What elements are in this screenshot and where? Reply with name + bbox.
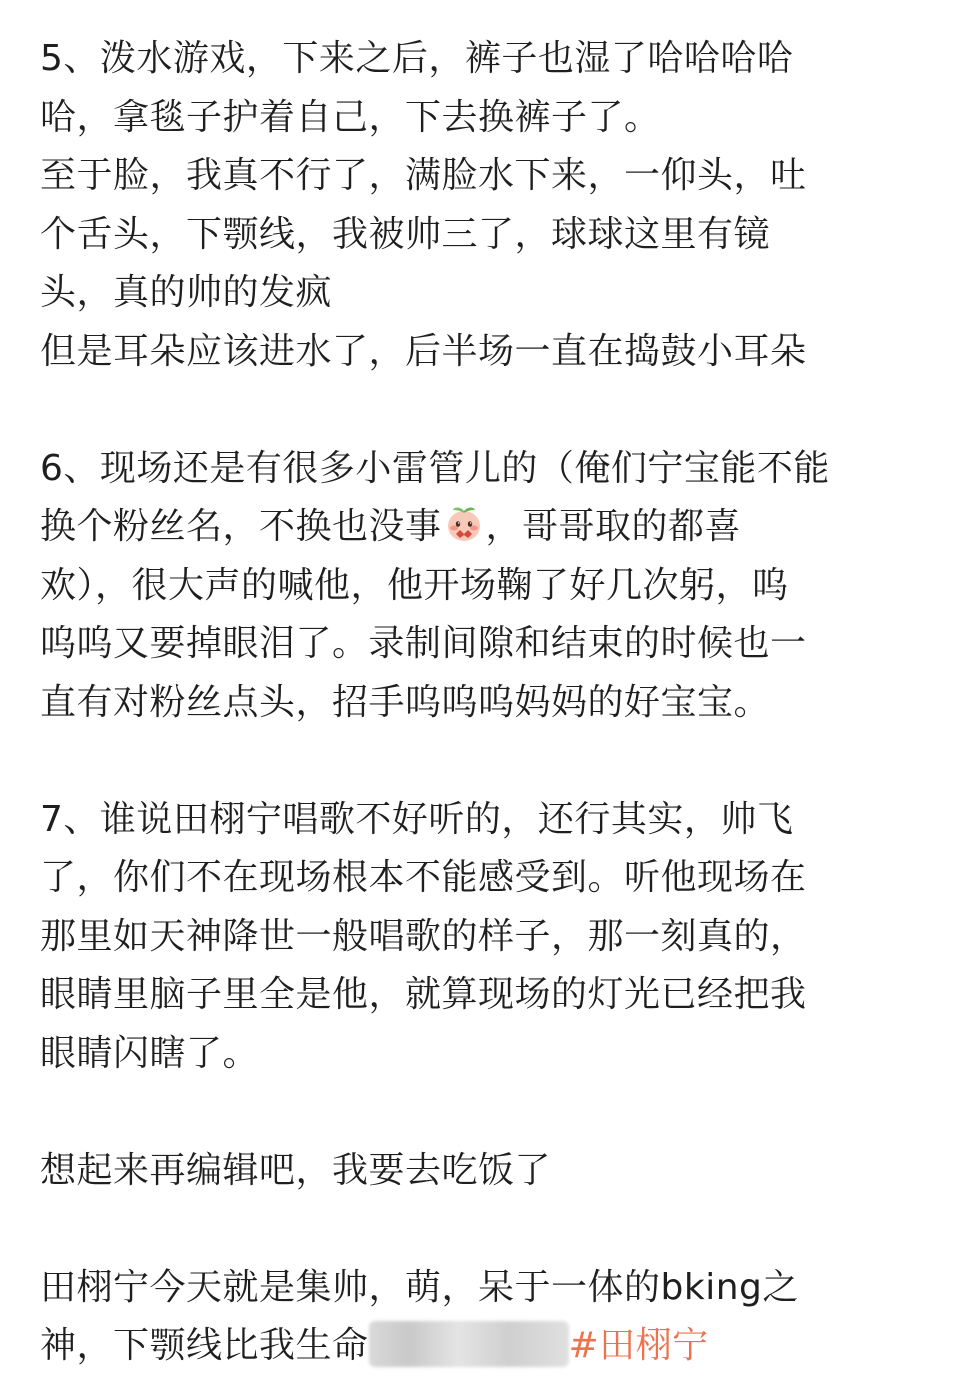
text-line: 眼睛闪瞎了。 xyxy=(40,1032,260,1074)
paragraph-5 xyxy=(40,30,920,381)
text-line: 眼睛里脑子里全是他，就算现场的灯光已经把我 xyxy=(40,974,807,1015)
text-line: 了，你们不在现场根本不能感受到。听他现场在 xyxy=(40,857,807,898)
text-segment: 换个粉丝名，不换也没事 xyxy=(40,506,442,547)
text-line-with-emoji xyxy=(40,498,920,557)
blurred-text-overlay xyxy=(369,1321,569,1367)
text-line: 呜呜又要掉眼泪了。录制间隙和结束的时候也一 xyxy=(40,623,807,664)
text-line: 个舌头，下颚线，我被帅三了，球球这里有镜 xyxy=(40,213,771,255)
text-line: 哈，拿毯子护着自己，下去换裤子了。 xyxy=(40,96,661,138)
pleading-peach-emoji-icon xyxy=(444,504,484,544)
paragraph-final xyxy=(40,1259,920,1376)
text-line: 头，真的帅的发疯 xyxy=(40,272,333,313)
text-line: 7、谁说田栩宁唱歌不好听的，还行其实，帅飞 xyxy=(40,798,794,840)
text-line-with-hashtag xyxy=(40,1317,920,1376)
paragraph-7 xyxy=(40,791,920,1084)
text-line: 5、泼水游戏，下来之后，裤子也湿了哈哈哈哈 xyxy=(40,38,794,79)
hashtag-link[interactable]: #田栩宁 xyxy=(568,1325,709,1366)
text-line: 想起来再编辑吧，我要去吃饭了 xyxy=(40,1149,552,1191)
text-line: 田栩宁今天就是集帅，萌，呆于一体的bking之 xyxy=(40,1266,799,1308)
text-segment: 神，下颚线比我生命 xyxy=(40,1325,369,1366)
paragraph-closing xyxy=(40,1142,920,1201)
paragraph-6 xyxy=(40,440,920,733)
text-line: 至于脸，我真不行了，满脸水下来，一仰头，吐 xyxy=(40,155,807,196)
post-body xyxy=(40,30,920,1376)
text-line: 直有对粉丝点头，招手呜呜呜妈妈的好宝宝。 xyxy=(40,681,771,723)
text-segment: ，哥哥取的都喜 xyxy=(485,506,742,547)
text-line: 但是耳朵应该进水了，后半场一直在捣鼓小耳朵 xyxy=(40,330,807,372)
text-line: 那里如天神降世一般唱歌的样子，那一刻真的， xyxy=(40,915,807,957)
text-line: 欢），很大声的喊他，他开场鞠了好几次躬，呜 xyxy=(40,564,789,606)
text-line: 6、现场还是有很多小雷管儿的（俺们宁宝能不能 xyxy=(40,447,830,489)
